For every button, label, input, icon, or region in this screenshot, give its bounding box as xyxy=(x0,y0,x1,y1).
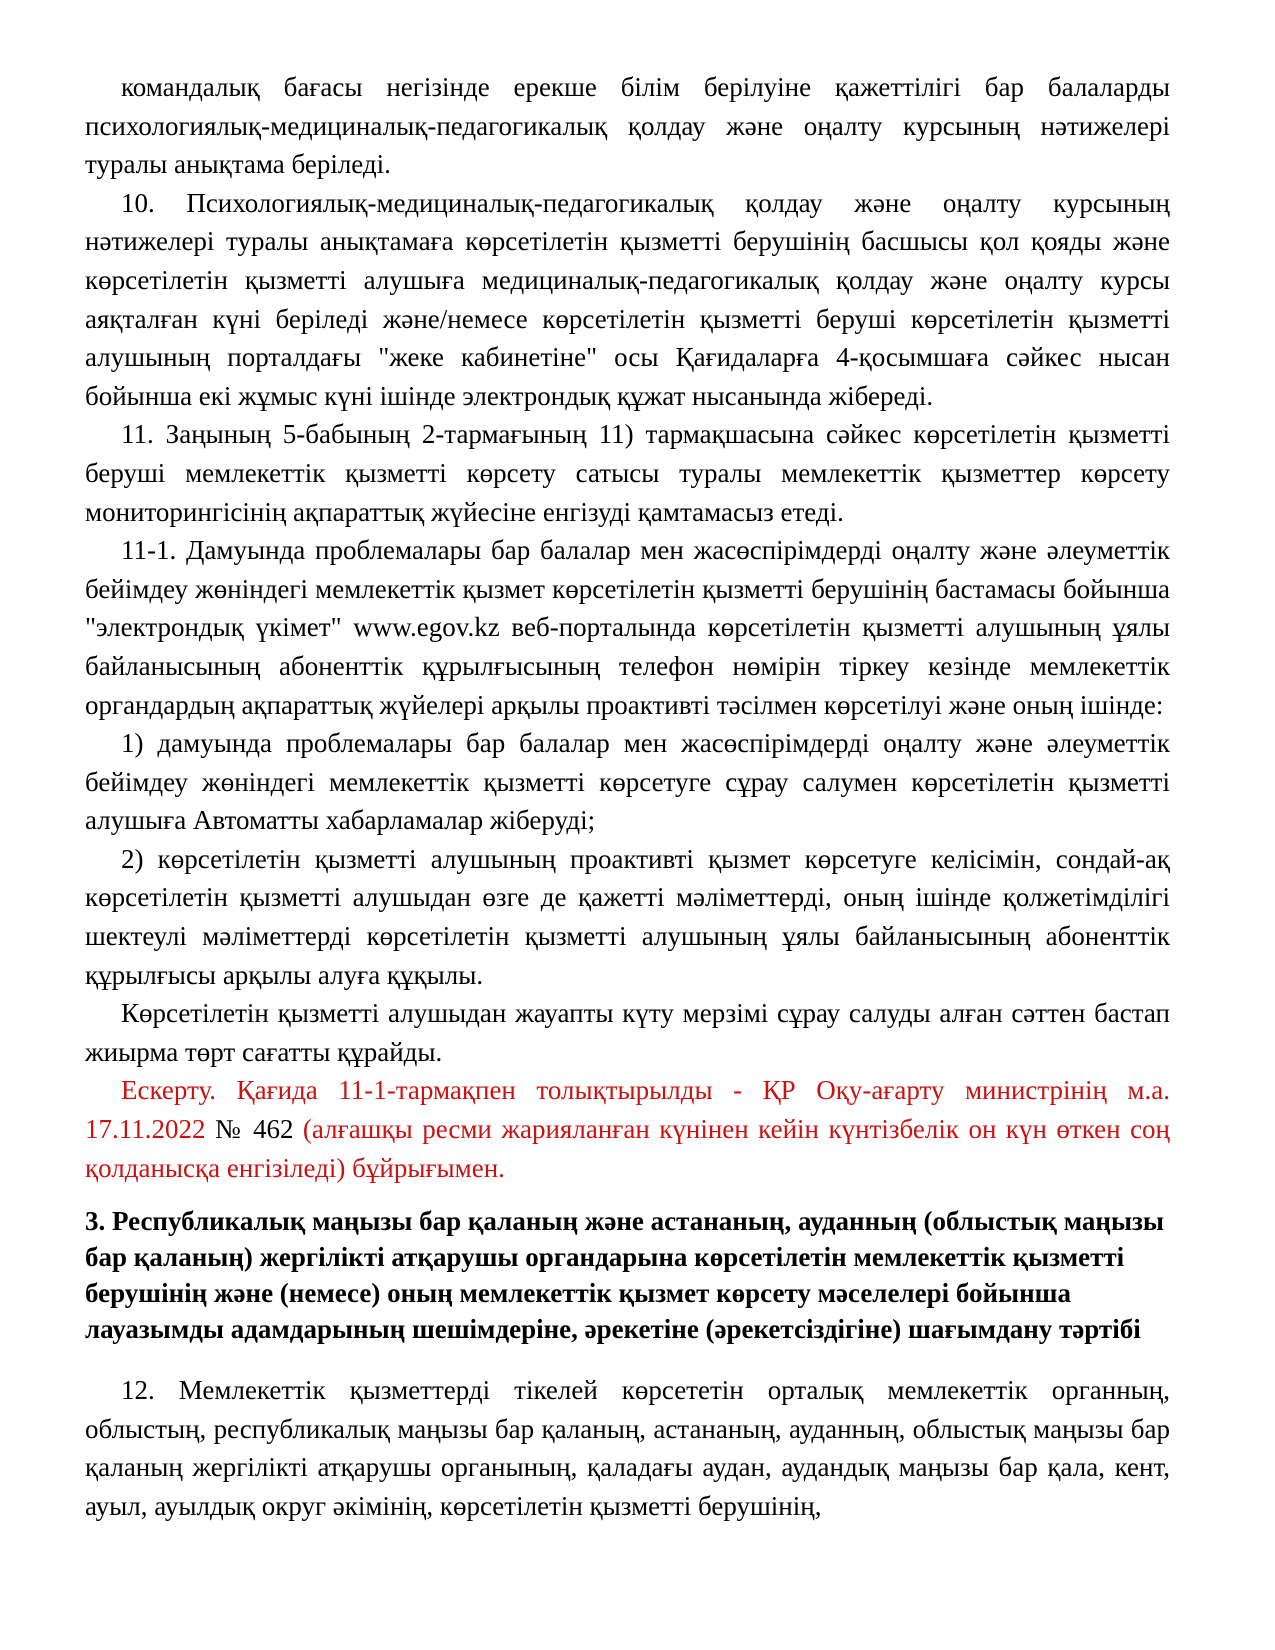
amendment-note-order-number: № 462 xyxy=(214,1114,294,1145)
amendment-note-red-text-after: (алғашқы ресми жарияланған күнінен кейін күнтізбелік он күн өткен соң қолданысқа енгізіледі) бұйрығымен. xyxy=(85,1114,1170,1183)
paragraph-item-12: 12. Мемлекеттік қызметтерді тікелей көрсететін орталық мемлекеттік органның, облыстың, республикалық маңызы бар қаланың, астананың, ауданның, облыстық маңызы бар қаланың жергілікті атқарушы органының, қаладағы аудан, аудандық маңызы бар қала, кент, ауыл, ауылдық округ әкімінің, көрсетілетін қызметті берушінің, xyxy=(85,1375,1170,1521)
paragraph-item-11-1: 11-1. Дамуында проблемалары бар балалар мен жасөспірімдерді оңалту және әлеуметтік бейімдеу жөніндегі мемлекеттік қызмет көрсетілетін қызметті берушінің бастамасы бойынша "электрондық үкімет" www.egov.kz веб-порталында көрсетілетін қызметті алушының ұялы байланысының абоненттік құрылғысының телефон нөмірін тіркеу кезінде мемлекеттік органдардың ақпараттық жүйелері арқылы проактивті тәсілмен көрсетілуі және оның ішінде: xyxy=(85,535,1170,720)
paragraph-intro-continuation: командалық бағасы негізінде ерекше білім берілуіне қажеттілігі бар балаларды психологиялық-медициналық-педагогикалық қолдау және оңалту курсының нәтижелері туралы анықтама беріледі. xyxy=(85,72,1170,180)
paragraph-item-11: 11. Заңының 5-бабының 2-тармағының 11) тармақшасына сәйкес көрсетілетін қызметті беруші мемлекеттік қызметті көрсету сатысы туралы мемлекеттік қызметтер көрсету мониторингісінің ақпараттық жүйесіне енгізуді қамтамасыз етеді. xyxy=(85,419,1170,527)
section-3-heading: 3. Республикалық маңызы бар қаланың және астананың, ауданның (облыстық маңызы бар қаланың) жергілікті атқарушы органдарына көрсетілетін мемлекеттік қызметті берушінің және (немесе) оның мемлекеттік қызмет көрсету мәселелері бойынша лауазымды адамдарының шешімдеріне, әрекетіне (әрекетсіздігіне) шағымдану тәртібі xyxy=(85,1206,1164,1345)
paragraph-subitem-1: 1) дамуында проблемалары бар балалар мен жасөспірімдерді оңалту және әлеуметтік бейімдеу жөніндегі мемлекеттік қызметті көрсетуге сұрау салумен көрсетілетін қызметті алушыға Автоматты хабарламалар жіберуді; xyxy=(85,728,1170,836)
paragraph-wait-term: Көрсетілетін қызметті алушыдан жауапты күту мерзімі сұрау салуды алған сәттен бастап жиырма төрт сағатты құрайды. xyxy=(85,998,1170,1067)
amendment-note-red-text-before: Ескерту. Қағида 11-1-тармақпен толықтырылды - ҚР Оқу-ағарту министрінің м.а. 17.11.2022 xyxy=(85,1075,1170,1145)
paragraph-item-10: 10. Психологиялық-медициналық-педагогикалық қолдау және оңалту курсының нәтижелері туралы анықтамаға көрсетілетін қызметті берушінің басшысы қол қояды және көрсетілетін қызметті алушыға медициналық-педагогикалық қолдау және оңалту курсы аяқталған күні беріледі және/немесе көрсетілетін қызметті беруші көрсетілетін қызметті алушының порталдағы "жеке кабинетіне" осы Қағидаларға 4-қосымшаға сәйкес нысан бойынша екі жұмыс күні ішінде электрондық құжат нысанында жібереді. xyxy=(85,187,1170,411)
paragraph-subitem-2: 2) көрсетілетін қызметті алушының проактивті қызмет көрсетуге келісімін, сондай-ақ көрсетілетін қызметті алушыдан өзге де қажетті мәліметтерді, оның ішінде қолжетімділігі шектеулі мәліметтерді көрсетілетін қызметті алушының ұялы байланысының абоненттік құрылғысы арқылы алуға құқылы. xyxy=(85,843,1170,990)
amendment-note xyxy=(85,1071,1170,1187)
